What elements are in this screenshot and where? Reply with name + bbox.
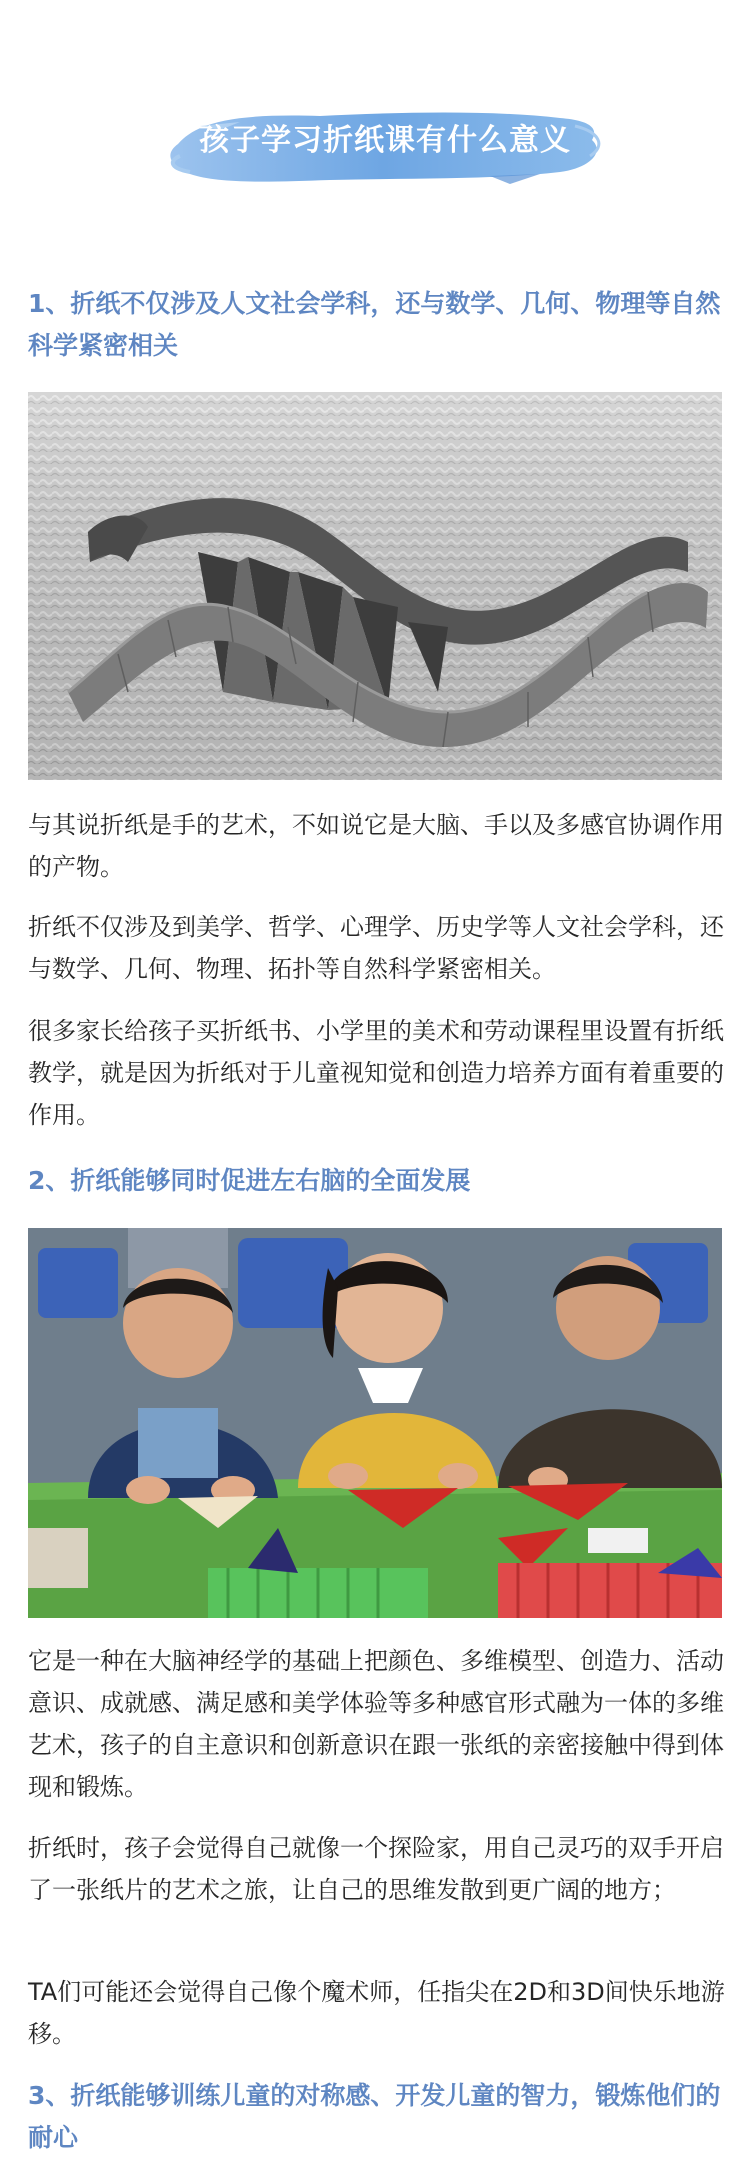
- title-banner: [160, 96, 610, 196]
- children-folding-photo: [28, 1228, 722, 1618]
- dna-origami-illustration: [28, 392, 722, 780]
- children-folding-illustration: [28, 1228, 722, 1618]
- section-3-heading: 3、折纸能够训练儿童的对称感、开发儿童的智力，锻炼他们的耐心: [28, 2081, 721, 2152]
- paragraph-5: 折纸时，孩子会觉得自己就像一个探险家，用自己灵巧的双手开启了一张纸片的艺术之旅，让自己的思维发散到更广阔的地方；: [28, 1834, 724, 1904]
- section-1-heading: 1、折纸不仅涉及人文社会学科，还与数学、几何、物理等自然科学紧密相关: [28, 289, 721, 360]
- section-2-heading: 2、折纸能够同时促进左右脑的全面发展: [28, 1166, 471, 1195]
- dna-origami-photo: [28, 392, 722, 780]
- page-title: 孩子学习折纸课有什么意义: [199, 123, 571, 158]
- paragraph-1: 与其说折纸是手的艺术，不如说它是大脑、手以及多感官协调作用的产物。: [28, 811, 724, 881]
- paragraph-4: 它是一种在大脑神经学的基础上把颜色、多维模型、创造力、活动意识、成就感、满足感和美学体验等多种感官形式融为一体的多维艺术，孩子的自主意识和创新意识在跟一张纸的亲密接触中得到体现和锻炼。: [28, 1647, 724, 1801]
- paragraph-3: 很多家长给孩子买折纸书、小学里的美术和劳动课程里设置有折纸教学，就是因为折纸对于儿童视知觉和创造力培养方面有着重要的作用。: [28, 1017, 724, 1129]
- paragraph-6: TA们可能还会觉得自己像个魔术师，任指尖在2D和3D间快乐地游移。: [28, 1978, 725, 2048]
- paragraph-2: 折纸不仅涉及到美学、哲学、心理学、历史学等人文社会学科，还与数学、几何、物理、拓扑等自然科学紧密相关。: [28, 913, 724, 983]
